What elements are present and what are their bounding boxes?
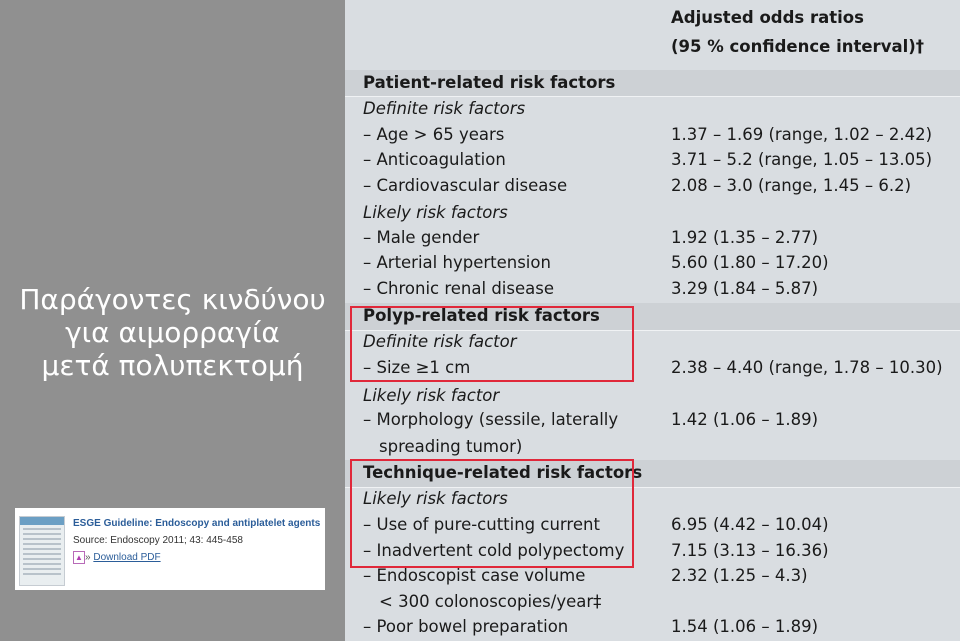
link-arrows: » (85, 552, 91, 564)
row-value: 1.42 (1.06 – 1.89) (671, 410, 819, 429)
row-label: – Anticoagulation (363, 150, 506, 169)
row-label: – Cardiovascular disease (363, 176, 568, 195)
slide-title-line-2: για αιμορραγία (65, 316, 280, 349)
row-label: – Arterial hypertension (363, 253, 551, 272)
reference-card (15, 508, 325, 590)
row-label-continued: < 300 colonoscopies/year‡ (379, 592, 602, 611)
risk-factor-table (345, 0, 960, 641)
row-label: – Use of pure-cutting current (363, 515, 600, 534)
row-value: 1.37 – 1.69 (range, 1.02 – 2.42) (671, 125, 933, 144)
row-label: – Chronic renal disease (363, 279, 554, 298)
technique-heading: Technique-related risk factors (363, 463, 643, 482)
row-value: 2.32 (1.25 – 4.3) (671, 566, 808, 585)
row-value: 2.08 – 3.0 (range, 1.45 – 6.2) (671, 176, 912, 195)
row-label: – Male gender (363, 228, 480, 247)
patient-heading: Patient-related risk factors (363, 73, 616, 92)
row-value: 3.71 – 5.2 (range, 1.05 – 13.05) (671, 150, 933, 169)
download-pdf-link[interactable]: Download PDF (93, 552, 161, 564)
row-label: – Poor bowel preparation (363, 617, 569, 636)
slide-title (0, 283, 345, 382)
pdf-icon: ▲ (73, 551, 85, 564)
row-value: 3.29 (1.84 – 5.87) (671, 279, 819, 298)
polyp-heading: Polyp-related risk factors (363, 306, 600, 325)
row-value: 2.38 – 4.40 (range, 1.78 – 10.30) (671, 358, 943, 377)
patient-definite-label: Definite risk factors (363, 99, 526, 118)
row-value: 7.15 (3.13 – 16.36) (671, 541, 829, 560)
download-row (73, 551, 161, 564)
row-label: – Inadvertent cold polypectomy (363, 541, 625, 560)
document-thumbnail (19, 516, 65, 586)
row-label: – Endoscopist case volume (363, 566, 586, 585)
row-value: 1.92 (1.35 – 2.77) (671, 228, 819, 247)
row-value: 5.60 (1.80 – 17.20) (671, 253, 829, 272)
patient-likely-label: Likely risk factors (363, 203, 508, 222)
row-label: – Size ≥1 cm (363, 358, 471, 377)
row-label: – Age > 65 years (363, 125, 505, 144)
row-value: 1.54 (1.06 – 1.89) (671, 617, 819, 636)
odds-ratio-header-line-1: Adjusted odds ratios (671, 8, 864, 27)
slide-title-line-1: Παράγοντες κινδύνου (19, 283, 326, 316)
odds-ratio-header-line-2: (95 % confidence interval)† (671, 37, 925, 56)
reference-title: ESGE Guideline: Endoscopy and antiplatelet agents (73, 518, 321, 529)
technique-highlight-box (350, 459, 634, 568)
slide-title-line-3: μετά πολυπεκτομή (41, 349, 304, 382)
row-label: – Morphology (sessile, laterally (363, 410, 619, 429)
reference-source: Source: Endoscopy 2011; 43: 445-458 (73, 535, 243, 546)
slide-title-panel (0, 0, 345, 641)
row-value: 6.95 (4.42 – 10.04) (671, 515, 829, 534)
polyp-likely-label: Likely risk factor (363, 386, 500, 405)
polyp-definite-label: Definite risk factor (363, 332, 517, 351)
technique-likely-label: Likely risk factors (363, 489, 508, 508)
row-label-continued: spreading tumor) (379, 437, 523, 456)
polyp-highlight-box (350, 306, 634, 382)
